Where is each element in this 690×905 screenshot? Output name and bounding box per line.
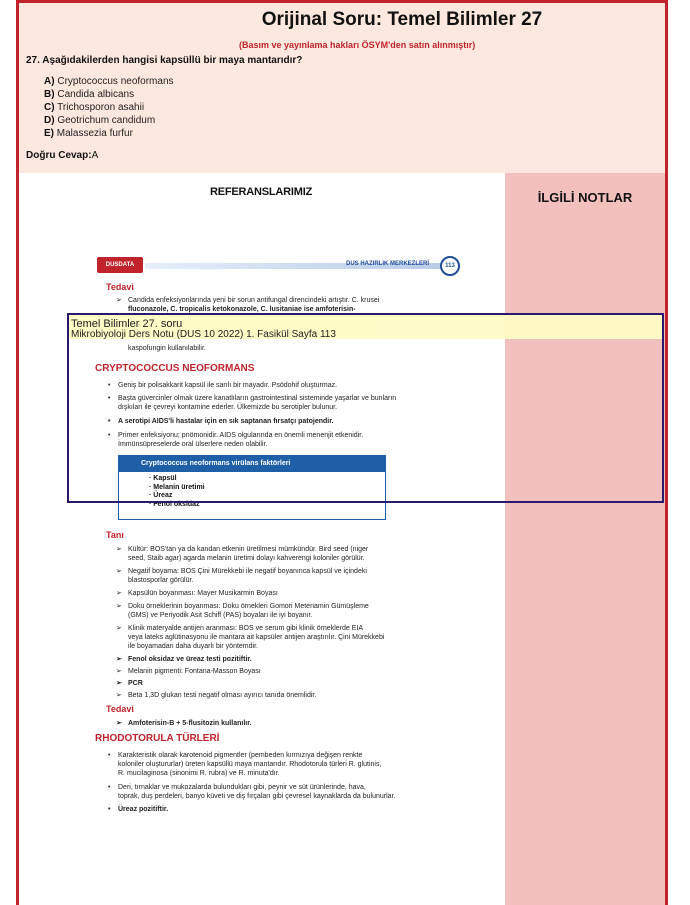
header-text: DUS HAZIRLIK MERKEZLERİ [346,261,429,267]
tani-line-12: ➢ Melanin pigmenti: Fontana-Masson Boyası [128,667,261,676]
virulence-item: · Üreaz [149,492,173,499]
rhodo-bullet-2b: toprak, duş perdeleri, banyo küveti ve diş fırçaları gibi çevresel kaynaklarda da bulunurlar. [118,793,396,800]
tani-line-3: ➢ Negatif boyama: BOS Çini Mürekkebi ile negatif boyanınca kapsül ve içindeki [128,567,367,576]
tedavi2-line: ➢ Amfoterisin-B + 5-flusitozin kullanılır. [128,719,252,728]
page-frame [16,0,668,905]
tani-line-14: ➢ Beta 1,3D glukan testi negatif olması ayırıcı tanıda önemlidir. [128,691,316,700]
tedavi-line-1: ➢ Candida enfeksiyonlarında yeni bir sorun antifungal direncindeki artıştır. C. krusei [128,296,379,305]
tag-source: Mikrobiyoloji Ders Notu (DUS 10 2022) 1. Fasikül Sayfa 113 [71,329,336,340]
copyright-note: (Basım ve yayınlama hakları ÖSYM'den satın alınmıştır) [239,40,476,50]
tani-line-2: seed, Staib agar) agarda melanin üretimi dolayı kahverengi koloniler görülür. [128,555,365,562]
section-tedavi: Tedavi [106,282,134,292]
tani-line-4: blastosporlar görülür. [128,577,194,584]
tani-line-9: veya lateks aglütinasyonu ile mantara ait kapsüler antijen araştırılır. Çini Mürekkebi [128,634,385,641]
notes-title: İLGİLİ NOTLAR [537,190,633,205]
option-e: E) Malassezia furfur [44,128,133,139]
virulence-item: · Melanin üretimi [149,483,205,491]
references-title: REFERANSLARIMIZ [210,186,313,198]
option-c: C) Trichosporon asahii [44,102,145,113]
rhodo-bullet-1c: R. mucilaginosa (sinonimi R. rubra) ve R. minuta'dır. [118,770,280,777]
tani-line-7: (GMS) ve Periyodik Asit Schiff (PAS) boyaları ile iyi boyanır. [128,612,313,619]
page-number: 113 [440,256,460,276]
rhodo-bullet-1: • Karakteristik olarak karotenoid pigmentler (pembeden kırmızıya değişen renkte [118,751,362,760]
virulence-box-title: Cryptococcus neoformans virülans faktörleri [119,456,385,472]
tani-line-10: ile boyamadan daha duyarlı bir yöntemdir. [128,643,258,650]
correct-answer: Doğru Cevap:A [26,150,99,161]
tani-line-6: ➢ Doku örneklerinin boyanması: Doku örnekleri Gomori Metenamin Gümüşleme [128,602,369,611]
crypto-bullet-2: • Başta güvercinler olmak üzere kanatlıların gastrointestinal sisteminde yaşarlar ve bunların [118,394,396,403]
tedavi-line-3: kaspofungin kullanılabilir. [128,345,206,352]
rhodo-bullet-3: • Üreaz pozitiftir. [118,805,168,814]
crypto-bullet-3: • A serotipi AIDS'li hastalar için en sık saptanan fırsatçı patojendir. [118,417,334,426]
virulence-item: · Kapsül [149,475,177,482]
virulence-item: · Fenol oksidaz [149,500,200,508]
crypto-bullet-2b: dışkıları ile çevreyi kontamine ederler. Ülkemizde bu serotipler bulunur. [118,404,338,411]
option-b: B) Candida albicans [44,89,135,100]
tag-title: Temel Bilimler 27. soru [71,318,183,330]
tedavi-line-2: fluconazole, C. tropicalis ketokonazole, C. lusitaniae ise amfoterisin- [128,306,356,313]
crypto-bullet-4: • Primer enfeksiyonu; pnömonidir. AIDS olgularında en önemli menenjit etkenidir. [118,431,363,440]
section-cryptococcus: CRYPTOCOCCUS NEOFORMANS [95,363,255,374]
dusdata-logo: DUSDATA [97,257,143,273]
option-a: A) Cryptococcus neoformans [44,76,174,87]
crypto-bullet-4b: İmmünsüpreselerde oral ülserlere neden olabilir. [118,441,268,448]
rhodo-bullet-2: • Deri, tırnaklar ve mukozalarda bulundukları gibi, peynir ve süt ürünlerinde, hava, [118,783,366,792]
page-title: Orijinal Soru: Temel Bilimler 27 [261,9,543,30]
option-d: D) Geotrichum candidum [44,115,156,126]
tani-line-5: ➢ Kapsülün boyanması: Mayer Musikarmin Boyası [128,589,278,598]
crypto-bullet-1: • Geniş bir polisakkarit kapsül ile sarılı bir mayadır. Psödohif oluşturmaz. [118,381,337,390]
section-tedavi-2: Tedavi [106,704,134,714]
section-tani: Tanı [106,530,124,540]
section-rhodotorula: RHODOTORULA TÜRLERİ [95,733,220,744]
tani-line-11: ➢ Fenol oksidaz ve üreaz testi pozitiftir. [128,655,252,664]
tani-line-1: ➢ Kültür: BOS'tan ya da kandan etkenin üretilmesi mümkündür. Bird seed (niger [128,545,368,554]
tani-line-13: ➢ PCR [128,679,143,688]
question-text: 27. Aşağıdakilerden hangisi kapsüllü bir maya mantarıdır? [26,55,303,66]
tani-line-8: ➢ Klinik materyalde antijen aranması: BOS ve serum gibi klinik örneklerde EIA [128,624,363,633]
rhodo-bullet-1b: koloniler oluştururlar) üreten kapsüllü maya mantarıdır. Rhodotorula türleri R. glutinis, [118,761,382,768]
